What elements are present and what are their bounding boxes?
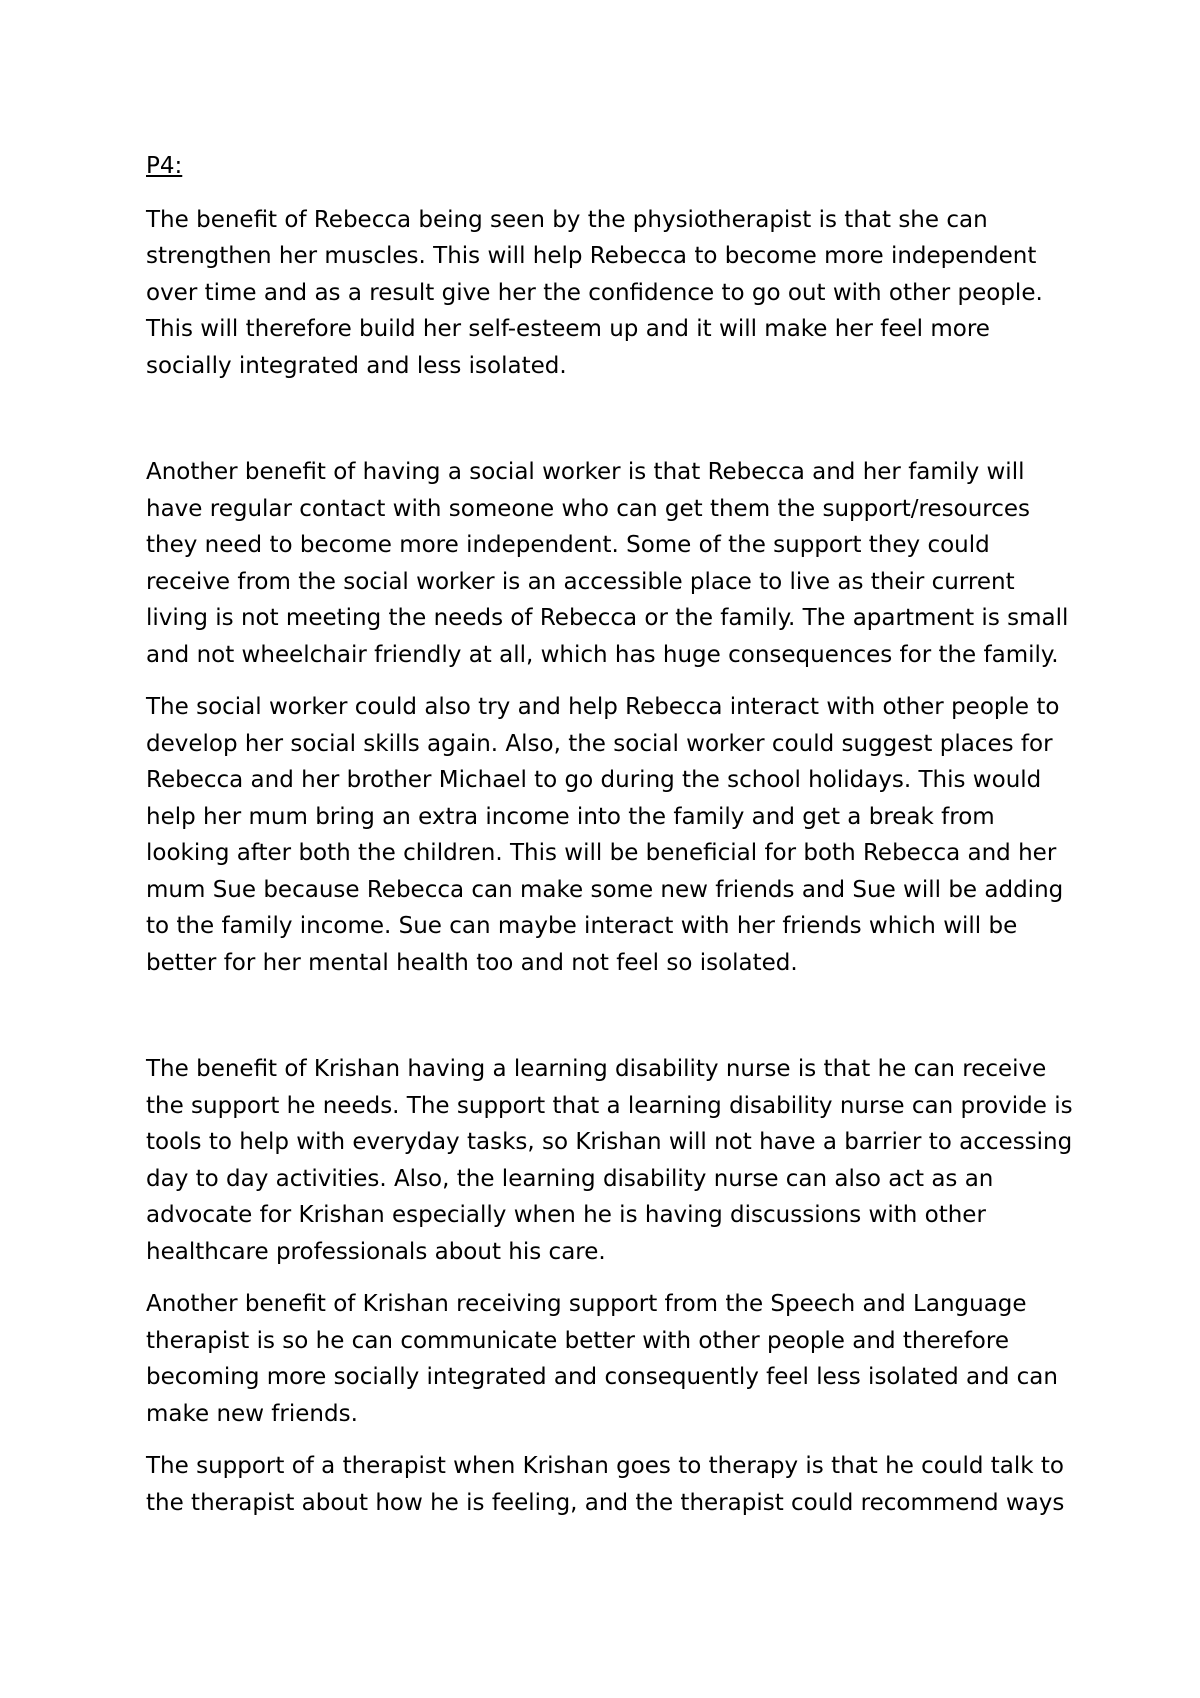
paragraph-social-worker-continued: The social worker could also try and help Rebecca interact with other people to develop her social skills again. Also, the social worker could suggest places for Rebecca and her brother Michael to go during the school holidays. This would help her mum bring an extra income into the family and get a break from looking after both the children. This will be beneficial for both Rebecca and her mum Sue because Rebecca can make some new friends and Sue will be adding to the family income. Sue can maybe interact with her friends which will be better for her mental health too and not feel so isolated.: [146, 694, 1064, 976]
section-heading: P4:: [146, 153, 183, 179]
paragraph-physiotherapist: The benefit of Rebecca being seen by the physiotherapist is that she can strengthen her muscles. This will help Rebecca to become more independent over time and as a result give her the confidence to go out with other people. This will therefore build her self-esteem up and it will make her feel more socially integrated and less isolated.: [146, 206, 1043, 379]
paragraph-therapist: The support of a therapist when Krishan goes to therapy is that he could talk to the therapist about how he is feeling, and the therapist could recommend ways: [146, 1453, 1065, 1516]
paragraph-social-worker: Another benefit of having a social worker is that Rebecca and her family will have regular contact with someone who can get them the support/resources they need to become more independent. Some of the support they could receive from the social worker is an accessible place to live as their current living is not meeting the needs of Rebecca or the family. The apartment is small and not wheelchair friendly at all, which has huge consequences for the family.: [146, 459, 1069, 668]
paragraph-learning-disability-nurse: The benefit of Krishan having a learning disability nurse is that he can receive the support he needs. The support that a learning disability nurse can provide is tools to help with everyday tasks, so Krishan will not have a barrier to accessing day to day activities. Also, the learning disability nurse can also act as an advocate for Krishan especially when he is having discussions with other healthcare professionals about his care.: [146, 1056, 1073, 1265]
paragraph-speech-language-therapist: Another benefit of Krishan receiving support from the Speech and Language therapist is so he can communicate better with other people and therefore becoming more socially integrated and consequently feel less isolated and can make new friends.: [146, 1291, 1058, 1427]
document-body: [146, 148, 1076, 1537]
